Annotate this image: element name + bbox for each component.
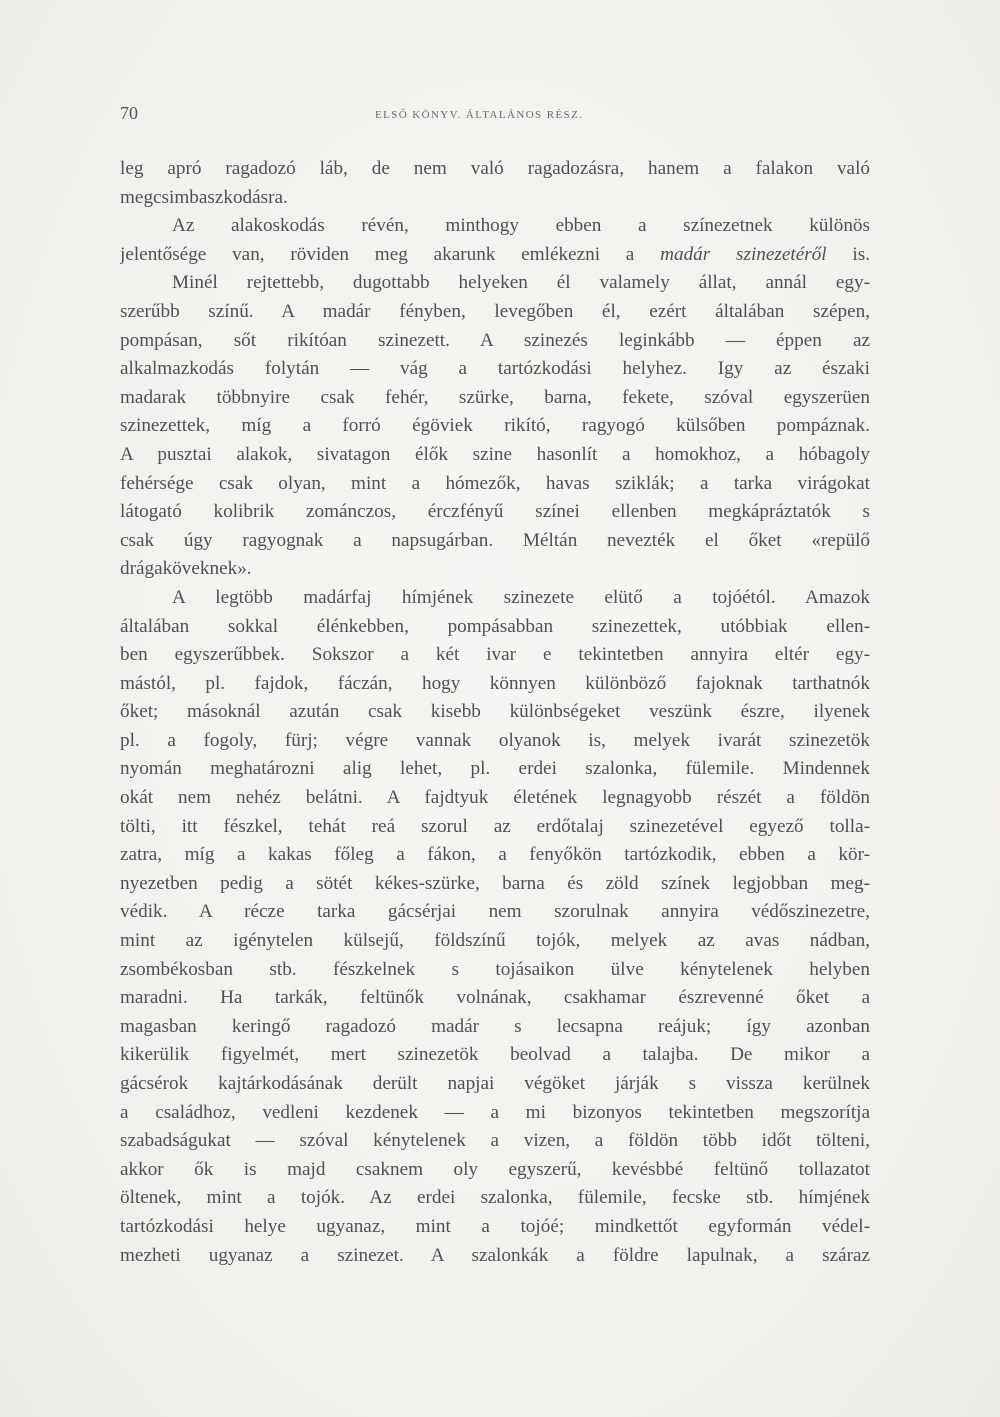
text-line-content: drágaköveknek». <box>120 558 252 580</box>
text-line-content: látogató kolibrik zománczos, érczfényű színei ellenben megkápráztatók s <box>120 501 870 523</box>
text-line <box>120 212 870 241</box>
text-line <box>120 441 870 470</box>
text-line-content: tartózkodási helye ugyanaz, mint a tojóé; mindkettőt egyformán védel- <box>120 1215 870 1237</box>
italic-term: madár szinezetéről <box>660 243 827 265</box>
text-line-content: szinezettek, míg a forró égöviek rikító, ragyogó külsőben pompáznak. <box>120 415 870 437</box>
running-head: ELSŐ KÖNYV. ÁLTALÁNOS RÉSZ. <box>375 109 584 121</box>
text-line <box>120 870 870 899</box>
text-line <box>120 755 870 784</box>
text-line-content: mástól, pl. fajdok, fáczán, hogy könnyen különböző fajoknak tarthatnók <box>120 672 870 694</box>
text-line-content: mint az igénytelen külsejű, földszínű tojók, melyek az avas nádban, <box>120 930 870 952</box>
text-line <box>120 184 870 213</box>
text-line <box>120 1013 870 1042</box>
text-line-tail: is. <box>826 243 870 265</box>
text-line-content: A pusztai alakok, sivatagon élők szine hasonlít a homokhoz, a hóbagoly <box>120 443 870 465</box>
text-line-content: maradni. Ha tarkák, feltünők volnának, csakhamar észrevenné őket a <box>120 987 870 1009</box>
text-line <box>120 555 870 584</box>
text-line-content: magasban keringő ragadozó madár s lecsapna reájuk; így azonban <box>120 1015 870 1037</box>
text-line-content: általában sokkal élénkebben, pompásabban szinezettek, utóbbiak ellen- <box>120 615 870 637</box>
text-line <box>120 1041 870 1070</box>
text-line <box>120 527 870 556</box>
text-line-content: gácsérok kajtárkodásának derült napjai végöket járják s vissza kerülnek <box>120 1073 870 1094</box>
text-line-content: szabadságukat — szóval kénytelenek a vizen, a földön több időt tölteni, <box>120 1130 870 1152</box>
text-line-content: védik. A récze tarka gácsérjai nem szorulnak annyira védőszinezetre, <box>120 901 870 923</box>
text-line-content: pompásan, sőt rikítóan szinezett. A szinezés leginkább — éppen az <box>120 329 870 351</box>
text-line <box>120 956 870 985</box>
text-line <box>120 613 870 642</box>
text-line-content: zsombékosban stb. fészkelnek s tojásaikon ülve kénytelenek helyben <box>120 958 870 980</box>
text-line <box>120 498 870 527</box>
text-line <box>120 327 870 356</box>
text-line-content: szerűbb színű. A madár fényben, levegőben él, ezért általában szépen, <box>120 300 870 322</box>
text-line <box>120 1099 870 1128</box>
text-line <box>120 1242 870 1271</box>
text-line <box>120 470 870 499</box>
text-line <box>120 670 870 699</box>
text-line-content: őket; másoknál azután csak kisebb különbségeket veszünk észre, ilyenek <box>120 701 870 723</box>
text-line-content: megcsimbaszkodásra. <box>120 186 288 208</box>
text-line-content: leg apró ragadozó láb, de nem való ragadozásra, hanem a falakon való <box>120 158 870 179</box>
text-line-content: a családhoz, vedleni kezdenek — a mi bizonyos tekintetben megszorítja <box>120 1101 870 1123</box>
text-line <box>120 1127 870 1156</box>
text-line <box>120 1184 870 1213</box>
text-line-content: jelentősége van, röviden meg akarunk emlékezni a <box>120 243 661 265</box>
text-line <box>120 1156 870 1185</box>
text-line <box>120 1213 870 1242</box>
text-line-content: alkalmazkodás folytán — vág a tartózkodási helyhez. Igy az északi <box>120 358 870 380</box>
text-line <box>120 412 870 441</box>
text-line <box>120 298 870 327</box>
text-line <box>120 241 870 270</box>
text-line <box>120 727 870 756</box>
text-line <box>120 698 870 727</box>
text-line-content: öltenek, mint a tojók. Az erdei szalonka, fülemile, fecske stb. hímjének <box>120 1187 870 1209</box>
page-header <box>120 103 870 127</box>
text-line <box>120 355 870 384</box>
text-line <box>120 584 870 613</box>
text-line <box>120 927 870 956</box>
text-line <box>120 384 870 413</box>
text-line-content: Minél rejtettebb, dugottabb helyeken él valamely állat, annál egy- <box>172 272 870 294</box>
text-line <box>120 841 870 870</box>
text-line-content: okát nem nehéz belátni. A fajdtyuk életének legnagyobb részét a földön <box>120 787 870 809</box>
text-line-content: Az alakoskodás révén, minthogy ebben a színezetnek különös <box>172 215 870 237</box>
text-line-content: A legtöbb madárfaj hímjének szinezete elütő a tojóétól. Amazok <box>172 586 870 608</box>
text-line-content: kikerülik figyelmét, mert szinezetök beolvad a talajba. De mikor a <box>120 1044 870 1066</box>
body-text <box>120 155 870 1270</box>
text-line-content: pl. a fogoly, fürj; végre vannak olyanok is, melyek ivarát szinezetök <box>120 729 870 751</box>
text-line-content: zatra, míg a kakas főleg a fákon, a fenyőkön tartózkodik, ebben a kör- <box>120 844 870 866</box>
text-line-content: ben egyszerűbbek. Sokszor a két ivar e tekintetben annyira eltér egy- <box>120 644 870 666</box>
text-line <box>120 1070 870 1099</box>
page-number: 70 <box>120 103 138 123</box>
text-line-content: fehérsége csak olyan, mint a hómezők, havas sziklák; a tarka virágokat <box>120 472 870 494</box>
text-line <box>120 641 870 670</box>
text-line-content: akkor ők is majd csaknem oly egyszerű, kevésbbé feltünő tollazatot <box>120 1158 870 1180</box>
text-line-content: csak úgy ragyognak a napsugárban. Méltán nevezték el őket «repülő <box>120 529 870 551</box>
text-line <box>120 813 870 842</box>
text-line-content: madarak többnyire csak fehér, szürke, barna, fekete, szóval egyszerüen <box>120 386 870 408</box>
text-line-content: tölti, itt fészkel, tehát reá szorul az erdőtalaj szinezetével egyező tolla- <box>120 815 870 837</box>
text-line-content: nyezetben pedig a sötét kékes-szürke, barna és zöld színek legjobban meg- <box>120 872 870 894</box>
text-line <box>120 984 870 1013</box>
text-line <box>120 269 870 298</box>
text-line <box>120 155 870 184</box>
text-line-content: nyomán meghatározni alig lehet, pl. erdei szalonka, fülemile. Mindennek <box>120 758 870 780</box>
text-line <box>120 784 870 813</box>
text-line-content: mezheti ugyanaz a szinezet. A szalonkák a földre lapulnak, a száraz <box>120 1244 870 1266</box>
text-line <box>120 898 870 927</box>
